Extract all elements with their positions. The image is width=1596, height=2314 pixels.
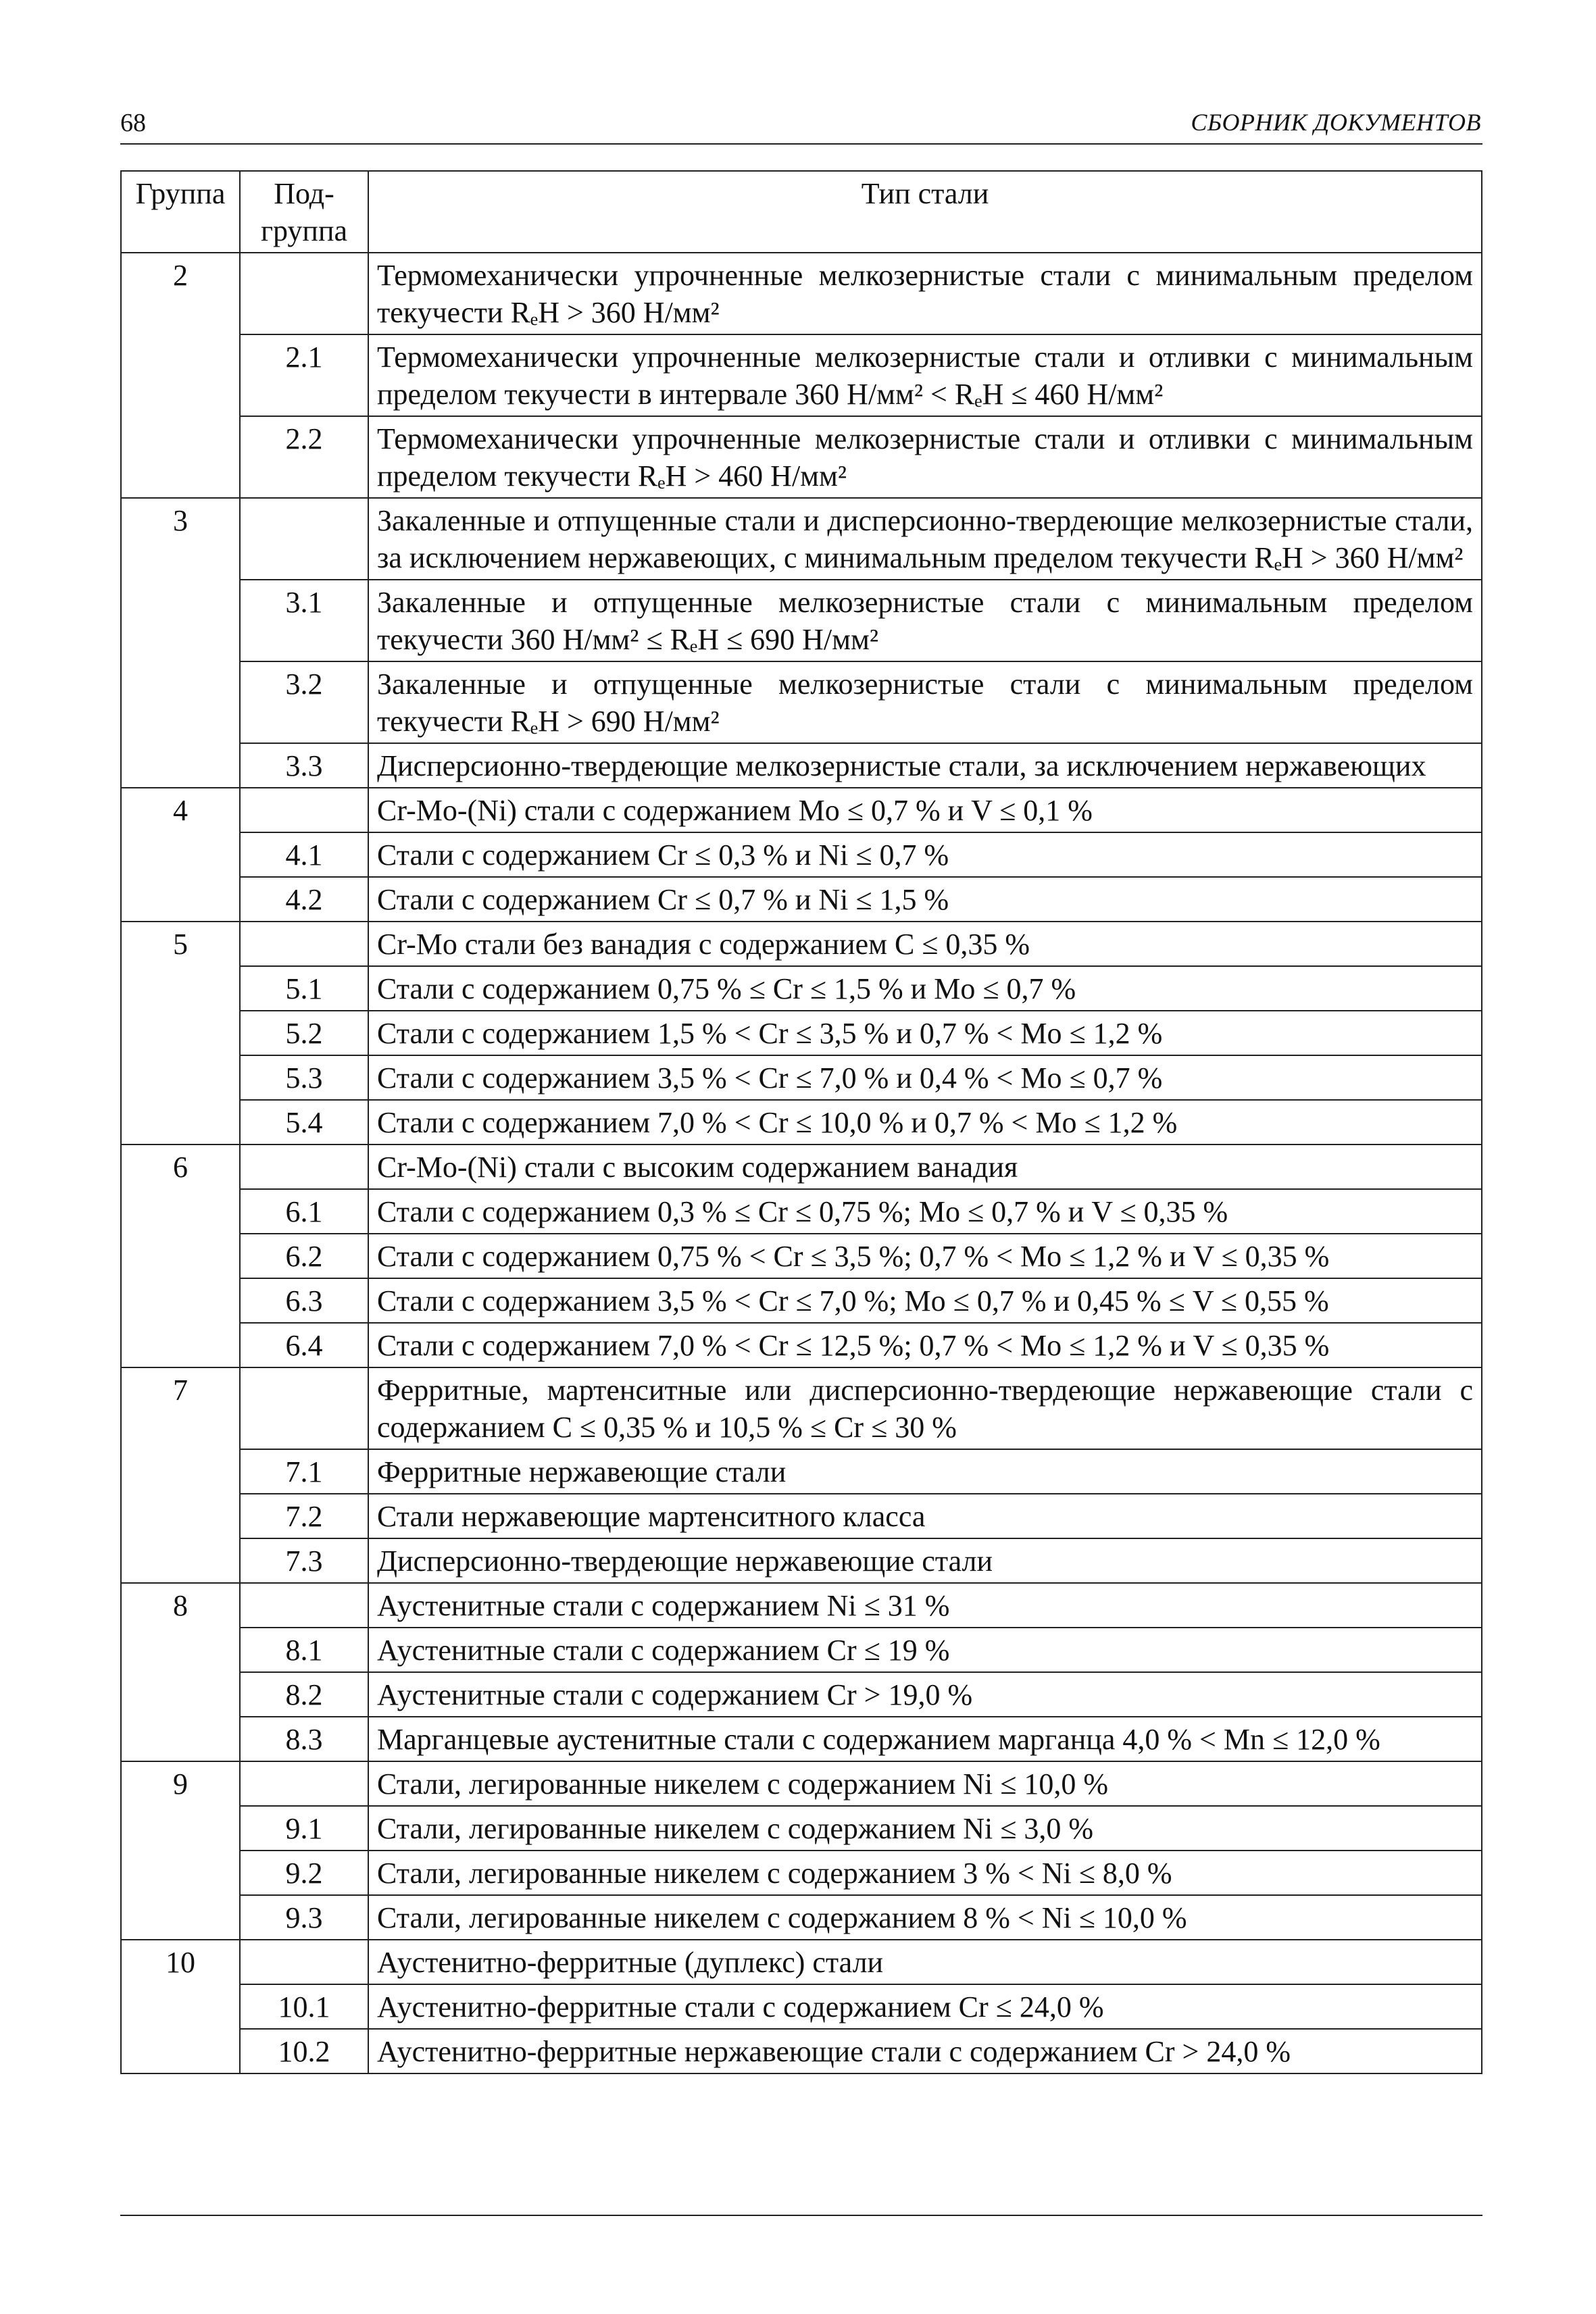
steel-type-cell: Стали с содержанием 3,5 % < Cr ≤ 7,0 %; Mo ≤ 0,7 % и 0,45 % ≤ V ≤ 0,55 % bbox=[368, 1278, 1482, 1323]
table-row bbox=[121, 1851, 1482, 1895]
subgroup-cell: 8.1 bbox=[240, 1628, 368, 1672]
table-row bbox=[121, 2029, 1482, 2073]
group-cell bbox=[121, 1234, 240, 1278]
group-cell: 2 bbox=[121, 253, 240, 334]
table-row bbox=[121, 1494, 1482, 1538]
subgroup-cell: 7.3 bbox=[240, 1538, 368, 1583]
running-title: СБОРНИК ДОКУМЕНТОВ bbox=[1191, 109, 1481, 136]
table-row bbox=[121, 1323, 1482, 1367]
steel-type-cell: Дисперсионно-твердеющие нержавеющие стали bbox=[368, 1538, 1482, 1583]
group-cell: 3 bbox=[121, 498, 240, 580]
steel-type-cell: Дисперсионно-твердеющие мелкозернистые стали, за исключением нержавеющих bbox=[368, 743, 1482, 788]
steel-type-cell: Аустенитные стали с содержанием Cr > 19,0 % bbox=[368, 1672, 1482, 1717]
table-body bbox=[121, 253, 1482, 2073]
table-row bbox=[121, 1145, 1482, 1189]
group-cell bbox=[121, 416, 240, 498]
table-row bbox=[121, 1100, 1482, 1145]
group-cell bbox=[121, 1672, 240, 1717]
steel-type-cell: Стали с содержанием Cr ≤ 0,3 % и Ni ≤ 0,7 % bbox=[368, 832, 1482, 877]
page-number: 68 bbox=[120, 109, 146, 137]
group-cell bbox=[121, 661, 240, 743]
table-row bbox=[121, 1672, 1482, 1717]
table-row bbox=[121, 832, 1482, 877]
subgroup-cell bbox=[240, 788, 368, 832]
steel-type-cell: Стали с содержанием 7,0 % < Cr ≤ 12,5 %; 0,7 % < Mo ≤ 1,2 % и V ≤ 0,35 % bbox=[368, 1323, 1482, 1367]
subgroup-cell: 3.3 bbox=[240, 743, 368, 788]
header-rule bbox=[120, 143, 1482, 145]
group-cell bbox=[121, 966, 240, 1011]
group-cell bbox=[121, 580, 240, 661]
steel-type-cell: Закаленные и отпущенные стали и дисперсионно-твердеющие мелкозернистые стали, за исключением нержавеющих, с минимальным пределом текучести RₑH > 360 Н/мм² bbox=[368, 498, 1482, 580]
table-row bbox=[121, 1367, 1482, 1449]
table-row bbox=[121, 1583, 1482, 1628]
subgroup-cell: 9.2 bbox=[240, 1851, 368, 1895]
steel-type-cell: Аустенитные стали с содержанием Ni ≤ 31 % bbox=[368, 1583, 1482, 1628]
steel-type-cell: Стали с содержанием 3,5 % < Cr ≤ 7,0 % и 0,4 % < Mo ≤ 0,7 % bbox=[368, 1055, 1482, 1100]
table-row bbox=[121, 1011, 1482, 1055]
subgroup-cell bbox=[240, 1761, 368, 1806]
table-row bbox=[121, 788, 1482, 832]
steel-type-cell: Закаленные и отпущенные мелкозернистые стали с минимальным пределом текучести 360 Н/мм² ≤ RₑH ≤ 690 Н/мм² bbox=[368, 580, 1482, 661]
subgroup-cell: 8.3 bbox=[240, 1717, 368, 1761]
steel-type-cell: Ферритные нержавеющие стали bbox=[368, 1449, 1482, 1494]
steel-type-cell: Стали, легированные никелем с содержанием Ni ≤ 10,0 % bbox=[368, 1761, 1482, 1806]
group-cell bbox=[121, 1984, 240, 2029]
group-cell: 4 bbox=[121, 788, 240, 832]
group-cell bbox=[121, 1449, 240, 1494]
steel-type-cell: Стали, легированные никелем с содержанием 3 % < Ni ≤ 8,0 % bbox=[368, 1851, 1482, 1895]
table-row bbox=[121, 743, 1482, 788]
subgroup-cell: 10.2 bbox=[240, 2029, 368, 2073]
subgroup-cell bbox=[240, 1583, 368, 1628]
subgroup-cell: 6.3 bbox=[240, 1278, 368, 1323]
table-row bbox=[121, 922, 1482, 966]
steel-type-cell: Стали с содержанием Cr ≤ 0,7 % и Ni ≤ 1,5 % bbox=[368, 877, 1482, 922]
group-cell: 10 bbox=[121, 1940, 240, 1984]
table-row bbox=[121, 1761, 1482, 1806]
group-cell: 8 bbox=[121, 1583, 240, 1628]
subgroup-cell: 5.2 bbox=[240, 1011, 368, 1055]
subgroup-cell bbox=[240, 1367, 368, 1449]
table-row bbox=[121, 1449, 1482, 1494]
steel-type-cell: Стали с содержанием 0,3 % ≤ Cr ≤ 0,75 %; Mo ≤ 0,7 % и V ≤ 0,35 % bbox=[368, 1189, 1482, 1234]
subgroup-cell: 7.1 bbox=[240, 1449, 368, 1494]
subgroup-cell: 3.1 bbox=[240, 580, 368, 661]
table-row bbox=[121, 334, 1482, 416]
subgroup-cell: 4.2 bbox=[240, 877, 368, 922]
group-cell bbox=[121, 1011, 240, 1055]
group-cell bbox=[121, 1538, 240, 1583]
steel-groups-table bbox=[120, 170, 1482, 2074]
subgroup-cell bbox=[240, 498, 368, 580]
subgroup-cell bbox=[240, 922, 368, 966]
subgroup-cell bbox=[240, 253, 368, 334]
header-group: Группа bbox=[121, 171, 240, 253]
steel-type-cell: Термомеханически упрочненные мелкозернистые стали с минимальным пределом текучести RₑH > 360 Н/мм² bbox=[368, 253, 1482, 334]
header-subgroup: Под-группа bbox=[240, 171, 368, 253]
subgroup-cell: 10.1 bbox=[240, 1984, 368, 2029]
subgroup-cell: 6.1 bbox=[240, 1189, 368, 1234]
subgroup-cell: 7.2 bbox=[240, 1494, 368, 1538]
group-cell bbox=[121, 1055, 240, 1100]
table-row bbox=[121, 1278, 1482, 1323]
steel-type-cell: Закаленные и отпущенные мелкозернистые стали с минимальным пределом текучести RₑH > 690 Н/мм² bbox=[368, 661, 1482, 743]
group-cell: 5 bbox=[121, 922, 240, 966]
subgroup-cell: 5.1 bbox=[240, 966, 368, 1011]
subgroup-cell bbox=[240, 1940, 368, 1984]
table-header-row bbox=[121, 171, 1482, 253]
steel-type-cell: Стали с содержанием 0,75 % < Cr ≤ 3,5 %; 0,7 % < Mo ≤ 1,2 % и V ≤ 0,35 % bbox=[368, 1234, 1482, 1278]
steel-type-cell: Аустенитные стали с содержанием Cr ≤ 19 % bbox=[368, 1628, 1482, 1672]
subgroup-cell: 5.4 bbox=[240, 1100, 368, 1145]
table-row bbox=[121, 498, 1482, 580]
steel-type-cell: Стали, легированные никелем с содержанием Ni ≤ 3,0 % bbox=[368, 1806, 1482, 1851]
subgroup-cell: 3.2 bbox=[240, 661, 368, 743]
table-row bbox=[121, 1717, 1482, 1761]
subgroup-cell: 9.1 bbox=[240, 1806, 368, 1851]
steel-type-cell: Ферритные, мартенситные или дисперсионно-твердеющие нержавеющие стали с содержанием C ≤ 0,35 % и 10,5 % ≤ Cr ≤ 30 % bbox=[368, 1367, 1482, 1449]
subgroup-cell: 4.1 bbox=[240, 832, 368, 877]
group-cell bbox=[121, 1494, 240, 1538]
group-cell bbox=[121, 1806, 240, 1851]
steel-type-cell: Cr-Mo-(Ni) стали с содержанием Mo ≤ 0,7 % и V ≤ 0,1 % bbox=[368, 788, 1482, 832]
table-row bbox=[121, 580, 1482, 661]
table-row bbox=[121, 1940, 1482, 1984]
steel-type-cell: Аустенитно-ферритные нержавеющие стали с содержанием Cr > 24,0 % bbox=[368, 2029, 1482, 2073]
steel-type-cell: Стали с содержанием 0,75 % ≤ Cr ≤ 1,5 % и Mo ≤ 0,7 % bbox=[368, 966, 1482, 1011]
table-row bbox=[121, 1055, 1482, 1100]
steel-type-cell: Стали с содержанием 7,0 % < Cr ≤ 10,0 % и 0,7 % < Mo ≤ 1,2 % bbox=[368, 1100, 1482, 1145]
table-row bbox=[121, 1806, 1482, 1851]
header-steel-type: Тип стали bbox=[368, 171, 1482, 253]
table-row bbox=[121, 1628, 1482, 1672]
group-cell bbox=[121, 832, 240, 877]
group-cell: 7 bbox=[121, 1367, 240, 1449]
steel-type-cell: Cr-Mo стали без ванадия с содержанием C ≤ 0,35 % bbox=[368, 922, 1482, 966]
table-row bbox=[121, 1984, 1482, 2029]
subgroup-cell: 5.3 bbox=[240, 1055, 368, 1100]
steel-type-cell: Cr-Mo-(Ni) стали с высоким содержанием ванадия bbox=[368, 1145, 1482, 1189]
group-cell bbox=[121, 1100, 240, 1145]
group-cell bbox=[121, 1278, 240, 1323]
table-row bbox=[121, 877, 1482, 922]
table-row bbox=[121, 1234, 1482, 1278]
subgroup-cell: 2.1 bbox=[240, 334, 368, 416]
table-row bbox=[121, 1538, 1482, 1583]
subgroup-cell: 8.2 bbox=[240, 1672, 368, 1717]
group-cell bbox=[121, 334, 240, 416]
group-cell bbox=[121, 1628, 240, 1672]
group-cell bbox=[121, 877, 240, 922]
group-cell bbox=[121, 743, 240, 788]
subgroup-cell: 6.2 bbox=[240, 1234, 368, 1278]
subgroup-cell bbox=[240, 1145, 368, 1189]
group-cell bbox=[121, 1851, 240, 1895]
steel-type-cell: Стали, легированные никелем с содержанием 8 % < Ni ≤ 10,0 % bbox=[368, 1895, 1482, 1940]
group-cell: 6 bbox=[121, 1145, 240, 1189]
subgroup-cell: 2.2 bbox=[240, 416, 368, 498]
steel-type-cell: Марганцевые аустенитные стали с содержанием марганца 4,0 % < Mn ≤ 12,0 % bbox=[368, 1717, 1482, 1761]
group-cell bbox=[121, 2029, 240, 2073]
steel-type-cell: Стали нержавеющие мартенситного класса bbox=[368, 1494, 1482, 1538]
subgroup-cell: 9.3 bbox=[240, 1895, 368, 1940]
group-cell bbox=[121, 1717, 240, 1761]
table-row bbox=[121, 661, 1482, 743]
table-row bbox=[121, 1895, 1482, 1940]
group-cell bbox=[121, 1895, 240, 1940]
steel-type-cell: Аустенитно-ферритные (дуплекс) стали bbox=[368, 1940, 1482, 1984]
table-row bbox=[121, 253, 1482, 334]
steel-type-cell: Аустенитно-ферритные стали с содержанием Cr ≤ 24,0 % bbox=[368, 1984, 1482, 2029]
table-row bbox=[121, 966, 1482, 1011]
steel-type-cell: Термомеханически упрочненные мелкозернистые стали и отливки с минимальным пределом текучести в интервале 360 Н/мм² < RₑH ≤ 460 Н/мм² bbox=[368, 334, 1482, 416]
group-cell bbox=[121, 1323, 240, 1367]
subgroup-cell: 6.4 bbox=[240, 1323, 368, 1367]
steel-type-cell: Стали с содержанием 1,5 % < Cr ≤ 3,5 % и 0,7 % < Mo ≤ 1,2 % bbox=[368, 1011, 1482, 1055]
footer-rule bbox=[120, 2215, 1482, 2216]
steel-type-cell: Термомеханически упрочненные мелкозернистые стали и отливки с минимальным пределом текучести RₑH > 460 Н/мм² bbox=[368, 416, 1482, 498]
group-cell: 9 bbox=[121, 1761, 240, 1806]
table-row bbox=[121, 1189, 1482, 1234]
group-cell bbox=[121, 1189, 240, 1234]
table-row bbox=[121, 416, 1482, 498]
